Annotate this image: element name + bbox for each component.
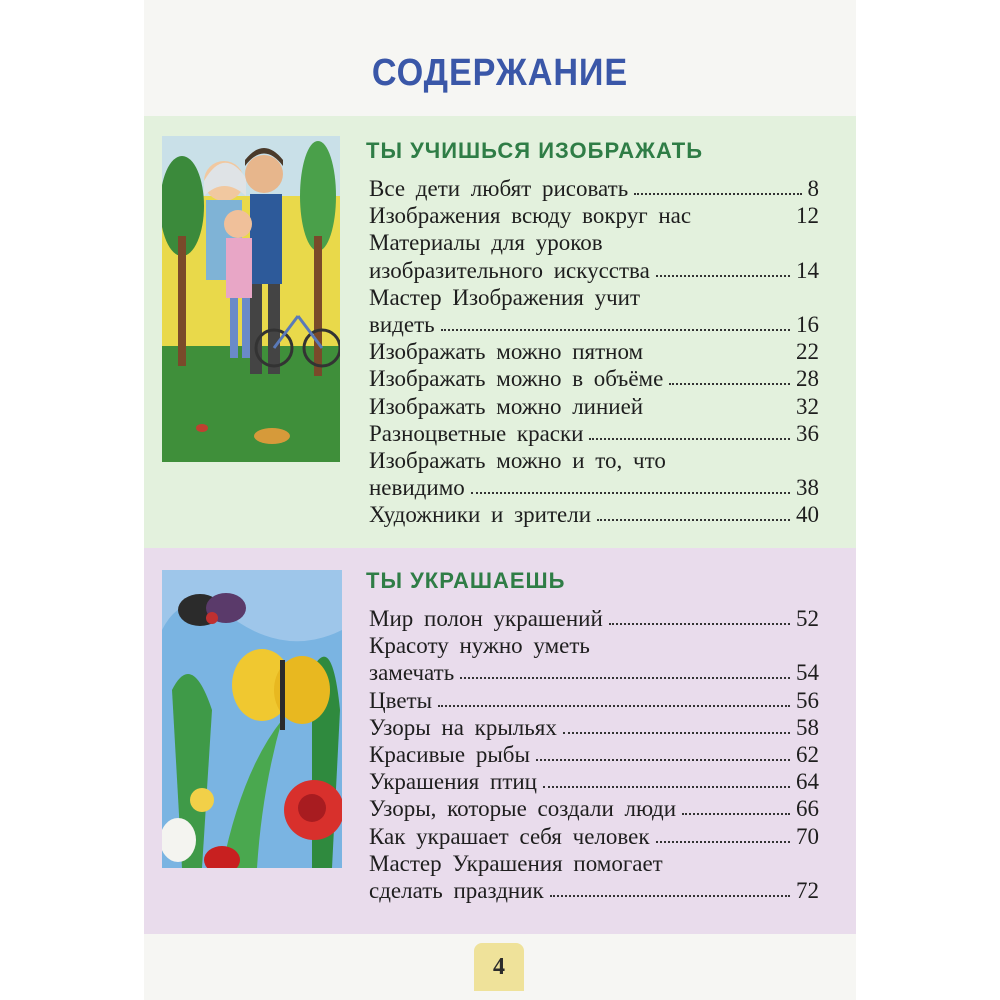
toc-entry: видеть 16 bbox=[369, 311, 819, 337]
toc-entry: Красивые рыбы 62 bbox=[369, 741, 819, 767]
toc-entry: изобразительного искусства 14 bbox=[369, 257, 819, 283]
toc-entry: Все дети любят рисовать 8 bbox=[369, 176, 819, 201]
toc-entry: Красоту нужно уметь bbox=[369, 633, 590, 659]
toc-entry: Мастер Изображения учит bbox=[369, 284, 641, 310]
toc-entry: Материалы для уроков bbox=[369, 230, 603, 256]
toc-entry: замечать 54 bbox=[369, 660, 819, 686]
butterflies-flowers-painting bbox=[162, 570, 342, 868]
toc-entry: Разноцветные краски 36 bbox=[369, 420, 819, 446]
toc-entry: Изображать можно в объёме 28 bbox=[369, 366, 819, 392]
toc-entry: Украшения птиц 64 bbox=[369, 769, 819, 795]
section-heading: ТЫ УЧИШЬСЯ ИЗОБРАЖАТЬ bbox=[366, 138, 704, 163]
toc-entry: Как украшает себя человек 70 bbox=[369, 823, 819, 849]
toc-entry: сделать праздник 72 bbox=[369, 877, 819, 903]
page-title: СОДЕРЖАНИЕ bbox=[371, 52, 629, 94]
toc-list bbox=[369, 605, 819, 904]
section-1 bbox=[144, 116, 856, 548]
toc-entry: Изображать можно линией 32 bbox=[369, 393, 819, 419]
toc-list bbox=[369, 175, 819, 528]
toc-entry: Изображения всюду вокруг нас 12 bbox=[369, 203, 819, 229]
toc-entry: Мастер Украшения помогает bbox=[369, 850, 663, 876]
toc-entry: Узоры на крыльях 58 bbox=[369, 714, 819, 740]
toc-entry: Художники и зрители 40 bbox=[369, 502, 819, 528]
section-2 bbox=[144, 548, 856, 934]
book-page bbox=[144, 0, 856, 1000]
family-painting bbox=[162, 136, 340, 462]
toc-entry: Цветы 56 bbox=[369, 687, 819, 713]
toc-entry: Мир полон украшений 52 bbox=[369, 606, 819, 631]
toc-entry: Изображать можно и то, что bbox=[369, 447, 666, 473]
toc-entry: невидимо 38 bbox=[369, 475, 819, 501]
page-number: 4 bbox=[474, 943, 524, 991]
section-heading: ТЫ УКРАШАЕШЬ bbox=[366, 568, 566, 593]
toc-entry: Изображать можно пятном 22 bbox=[369, 339, 819, 365]
toc-entry: Узоры, которые создали люди 66 bbox=[369, 796, 819, 822]
